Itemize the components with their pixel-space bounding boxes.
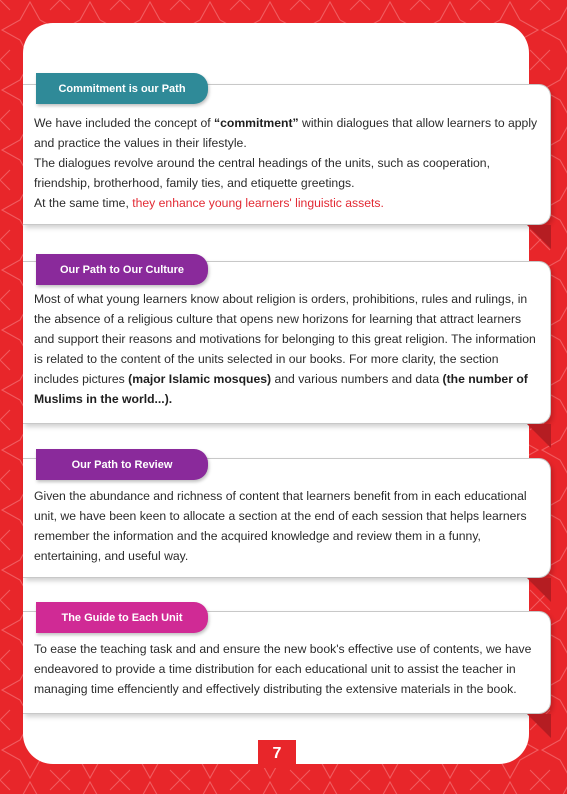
section-title-tab <box>36 73 208 104</box>
paragraph: Given the abundance and richness of content that learners benefit from in each educational unit, we have been keen to allocate a section at the end of each session that helps learners remember the information and the acquired knowledge and review them in a funny, entertaining, and useful way. <box>34 489 527 563</box>
paragraph: To ease the teaching task and and ensure the new book's effective use of contents, we have endeavored to provide a time distribution for each educational unit to assist the teacher in managing time effenciently and effectively distributing the extensive materials in the book. <box>34 642 532 696</box>
corner-fold <box>527 225 551 249</box>
section-title: The Guide to Each Unit <box>61 611 183 624</box>
section-title-tab <box>36 254 208 285</box>
section-box <box>23 261 551 424</box>
page-number: 7 <box>258 740 296 768</box>
section-title-tab <box>36 602 208 633</box>
section-title: Our Path to Our Culture <box>59 263 185 276</box>
paragraph: We have included the concept of “commitment” within dialogues that allow learners to apply and practice the values in their lifestyle. <box>34 116 538 150</box>
corner-fold <box>527 714 551 738</box>
corner-fold <box>527 578 551 602</box>
section-title-tab <box>36 449 208 480</box>
section-title: Commitment is our Path <box>58 82 186 95</box>
paragraph: Most of what young learners know about religion is orders, prohibitions, rules and rulings, in the absence of a religious culture that opens new horizons for learning that attract learners and support their reasons and motivations for belonging to this great religion. The information is related to the content of the units selected in our books. For more clarity, the section includes pictures (major Islamic mosques) and various numbers and data (the number of Muslims in the world...). <box>34 292 536 406</box>
section-body <box>34 486 540 566</box>
section-title: Our Path to Review <box>71 458 173 471</box>
corner-fold <box>527 424 551 448</box>
section-body <box>34 113 540 213</box>
section-body <box>34 639 540 699</box>
paragraph: At the same time, they enhance young learners' linguistic assets. <box>34 196 384 210</box>
paragraph: The dialogues revolve around the central headings of the units, such as cooperation, friendship, brotherhood, family ties, and etiquette greetings. <box>34 156 490 190</box>
section-body <box>34 289 540 409</box>
section-box <box>23 84 551 225</box>
